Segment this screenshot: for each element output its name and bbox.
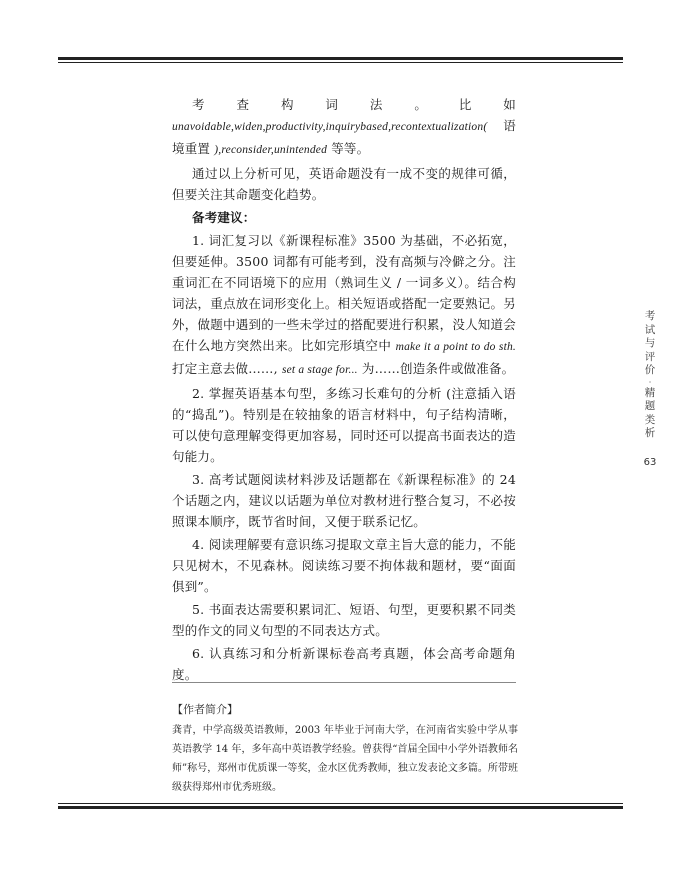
suggestion-6: 6. 认真练习和分析新课标卷高考真题，体会高考命题角度。 bbox=[172, 646, 516, 682]
suggestion-3: 3. 高考试题阅读材料涉及话题都在《新课程标准》的 24 个话题之内，建议以话题为单位对教材进行整合复习，不必按照课本顺序，既节省时间，又便于联系记忆。 bbox=[172, 472, 516, 529]
author-heading: 【作者简介】 bbox=[172, 703, 238, 716]
sidebar-subsection-name: 精题类析 bbox=[644, 386, 656, 439]
author-divider bbox=[172, 682, 516, 683]
main-text bbox=[172, 94, 516, 687]
paragraph-word-formation: 考查构词法。比如 unavoidable,widen,productivity,inquirybased,recontextualization( 语境重置 ),reconsider,unintended 等等。 bbox=[172, 97, 516, 156]
page-number: 63 bbox=[643, 457, 657, 468]
sidebar-section-name: 考试与评价 bbox=[644, 310, 656, 376]
sidebar-separator: · bbox=[648, 377, 652, 387]
paragraph-analysis: 通过以上分析可见，英语命题没有一成不变的规律可循，但要关注其命题变化趋势。 bbox=[172, 166, 516, 202]
suggestion-1: 1. 词汇复习以《新课程标准》3500 为基础，不必拓宽，但要延伸。3500 词都有可能考到，没有高频与冷僻之分。注重词汇在不同语境下的应用（熟词生义 / 一词多义）。结合构词法，重点放在词形变化上。相关短语或搭配一定要熟记。另外，做题中遇到的一些未学过的搭配要进行积累，没人知道会在什么地方突然出来。比如完形填空中 make it a point to do sth. 打定主意去做……, set a stage for... 为……创造条件或做准备。 bbox=[172, 233, 516, 376]
suggestion-2: 2. 掌握英语基本句型，多练习长难句的分析 (注意插入语的“捣乱”)。特别是在较抽象的语言材料中，句子结构清晰，可以使句意理解变得更加容易，同时还可以提高书面表达的造句能力。 bbox=[172, 386, 516, 464]
bottom-rule-thick bbox=[58, 806, 623, 809]
author-bio bbox=[172, 700, 518, 797]
top-rule-thick bbox=[58, 57, 623, 60]
suggestion-5: 5. 书面表达需要积累词汇、短语、句型，更要积累不同类型的作文的同义句型的不同表达方式。 bbox=[172, 602, 516, 638]
suggestion-4: 4. 阅读理解要有意识练习提取文章主旨大意的能力，不能只见树木，不见森林。阅读练习要不拘体裁和题材，要“面面俱到”。 bbox=[172, 537, 516, 594]
section-sidebar bbox=[642, 310, 658, 441]
author-text: 龚青，中学高级英语教师，2003 年毕业于河南大学，在河南省实验中学从事英语教学 14 年，多年高中英语教学经验。曾获得“首届全国中小学外语教师名师”称号，郑州市优质课一等奖，金水区优秀教师，独立发表论文多篇。所带班级获得郑州市优秀班级。 bbox=[172, 725, 518, 793]
section-heading: 备考建议： bbox=[192, 210, 256, 225]
bottom-rule-thin bbox=[58, 803, 623, 804]
top-rule-thin bbox=[58, 62, 623, 63]
